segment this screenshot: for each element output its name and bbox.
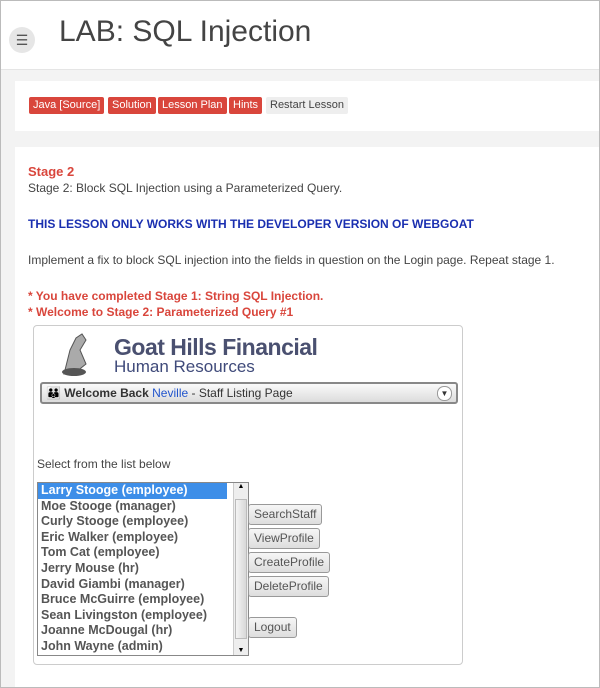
users-icon: 👪 (46, 386, 61, 400)
staff-option[interactable]: Jerry Mouse (hr) (41, 560, 139, 575)
hamburger-icon[interactable]: ☰ (9, 27, 35, 53)
staff-option[interactable]: Sean Livingston (employee) (41, 607, 208, 622)
goat-hills-app (33, 325, 463, 665)
logo-title: Goat Hills Financial (114, 334, 318, 360)
scroll-down-icon[interactable]: ▼ (237, 647, 245, 654)
scroll-up-icon[interactable]: ▲ (237, 483, 245, 490)
view-profile-button[interactable]: ViewProfile (248, 528, 320, 549)
staff-listbox[interactable] (37, 482, 249, 656)
header (1, 1, 599, 70)
staff-option[interactable]: Tom Cat (employee) (41, 545, 160, 560)
select-label: Select from the list below (37, 457, 171, 471)
collapse-icon[interactable]: ▼ (437, 386, 452, 401)
welcome-stage-message: * Welcome to Stage 2: Parameterized Query #1 (28, 305, 294, 319)
lesson-content (15, 147, 599, 687)
welcome-suffix: - Staff Listing Page (191, 386, 293, 400)
staff-option[interactable]: Moe Stooge (manager) (41, 498, 176, 513)
developer-warning: THIS LESSON ONLY WORKS WITH THE DEVELOPER VERSION OF WEBGOAT (28, 217, 474, 231)
stage-description: Stage 2: Block SQL Injection using a Parameterized Query. (28, 181, 343, 195)
restart-lesson-button[interactable]: Restart Lesson (266, 97, 348, 114)
welcome-prefix: Welcome Back (64, 386, 149, 400)
staff-option[interactable]: Bruce McGuirre (employee) (41, 592, 205, 607)
stage-title: Stage 2 (28, 164, 75, 179)
goat-logo-icon (56, 330, 96, 378)
lesson-plan-button[interactable]: Lesson Plan (158, 97, 227, 114)
solution-button[interactable]: Solution (108, 97, 156, 114)
delete-profile-button[interactable]: DeleteProfile (248, 576, 329, 597)
completed-message: * You have completed Stage 1: String SQL Injection. (28, 289, 324, 303)
create-profile-button[interactable]: CreateProfile (248, 552, 330, 573)
hints-button[interactable]: Hints (229, 97, 262, 114)
staff-option[interactable]: John Wayne (admin) (41, 638, 163, 653)
welcome-bar (40, 382, 458, 404)
scroll-thumb[interactable] (235, 499, 247, 639)
staff-option[interactable]: Joanne McDougal (hr) (41, 623, 173, 638)
staff-option[interactable]: Curly Stooge (employee) (41, 514, 189, 529)
instructions: Implement a fix to block SQL injection into the fields in question on the Login page. Repeat stage 1. (28, 253, 555, 267)
logo-subtitle: Human Resources (114, 357, 255, 376)
staff-option[interactable]: David Giambi (manager) (41, 576, 185, 591)
logout-button[interactable]: Logout (248, 617, 297, 638)
lesson-button-bar (15, 81, 599, 131)
page-title: LAB: SQL Injection (59, 15, 312, 48)
staff-option[interactable]: Eric Walker (employee) (41, 529, 179, 544)
search-staff-button[interactable]: SearchStaff (248, 504, 322, 525)
java-source-button[interactable]: Java [Source] (29, 97, 104, 114)
scrollbar[interactable] (233, 483, 248, 655)
staff-option[interactable]: Larry Stooge (employee) (38, 483, 227, 499)
username: Neville (152, 386, 189, 400)
